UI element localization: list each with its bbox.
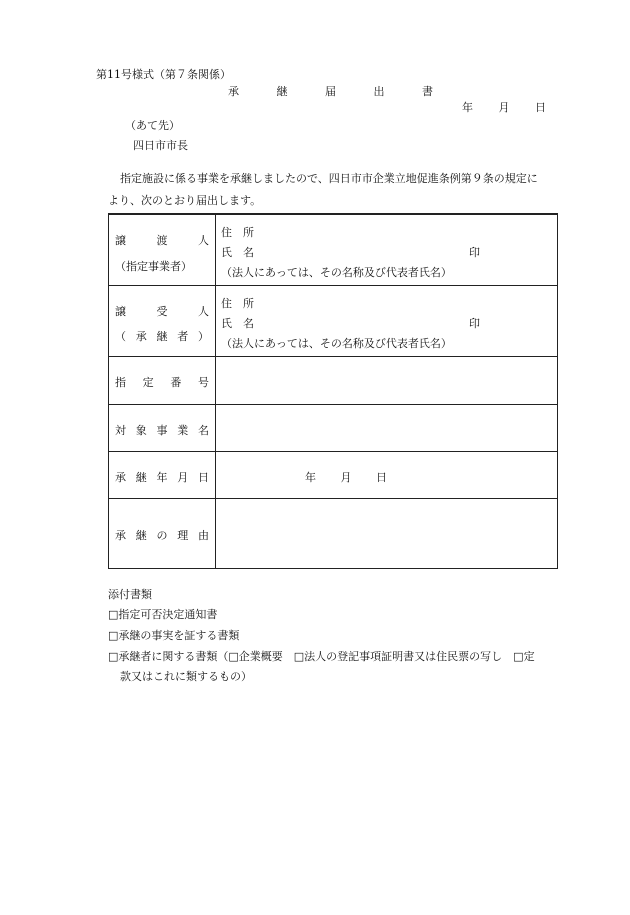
row-transferee <box>109 285 557 356</box>
attachment-item: □指定可否決定通知書 <box>108 608 218 621</box>
succession-reason-field[interactable] <box>217 501 555 565</box>
business-name-label: 対 象 事 業 名 <box>115 424 209 437</box>
succession-reason-label: 承 継 の 理 由 <box>115 529 209 542</box>
title-char: 書 <box>422 85 433 98</box>
succession-date-label: 承 継 年 月 日 <box>115 471 209 484</box>
row-succession-date <box>109 451 557 498</box>
attachment-item: □承継者に関する書類（□企業概要 □法人の登記事項証明書又は住民票の写し □定 <box>108 650 535 663</box>
attachments-heading: 添付書類 <box>108 588 152 601</box>
transferee-seal: 印 <box>469 317 480 330</box>
transferor-address-field[interactable]: 住 所 <box>221 226 254 239</box>
title-char: 承 <box>228 85 239 98</box>
form-number: 第11号様式（第７条関係） <box>96 68 231 81</box>
month-unit: 月 <box>498 101 510 114</box>
row-transferor <box>109 214 557 285</box>
submission-date <box>462 99 546 115</box>
title-char: 継 <box>276 85 288 98</box>
title-char: 届 <box>325 85 336 98</box>
transferor-label: 譲 渡 人 <box>115 234 209 247</box>
transferor-name-field[interactable]: 氏 名 <box>221 246 254 259</box>
transferee-label: 譲 受 人 <box>115 305 209 318</box>
addressee-label: （あて先） <box>125 119 180 132</box>
year-unit: 年 <box>462 101 473 114</box>
notification-form-table <box>108 213 558 569</box>
designation-number-label: 指 定 番 号 <box>115 376 209 389</box>
transferee-address-field[interactable]: 住 所 <box>221 297 254 310</box>
title-char: 出 <box>373 85 385 98</box>
succession-date-field[interactable]: 年 月 日 <box>305 471 387 484</box>
transferee-note: （法人にあっては、その名称及び代表者氏名） <box>221 337 452 350</box>
attachment-item: □承継の事実を証する書類 <box>108 629 240 642</box>
business-name-field[interactable] <box>217 407 555 448</box>
transferor-sub-label: （指定事業者） <box>115 260 192 273</box>
row-business-name <box>109 404 557 451</box>
body-line-2: より、次のとおり届出します。 <box>108 194 262 207</box>
attachment-item-continued: 款又はこれに類するもの） <box>120 670 252 683</box>
transferor-note: （法人にあっては、その名称及び代表者氏名） <box>221 266 452 279</box>
addressee-name: 四日市市長 <box>133 139 188 152</box>
day-unit: 日 <box>535 101 546 114</box>
transferee-sub-label: （ 承 継 者 ） <box>115 330 209 343</box>
row-designation-number <box>109 356 557 404</box>
transferor-seal: 印 <box>469 246 480 259</box>
document-title <box>228 83 433 99</box>
transferee-name-field[interactable]: 氏 名 <box>221 317 254 330</box>
body-line-1: 指定施設に係る事業を承継しましたので、四日市市企業立地促進条例第９条の規定に <box>120 172 538 185</box>
designation-number-field[interactable] <box>217 359 555 401</box>
body-text <box>108 168 572 212</box>
row-succession-reason <box>109 498 557 568</box>
